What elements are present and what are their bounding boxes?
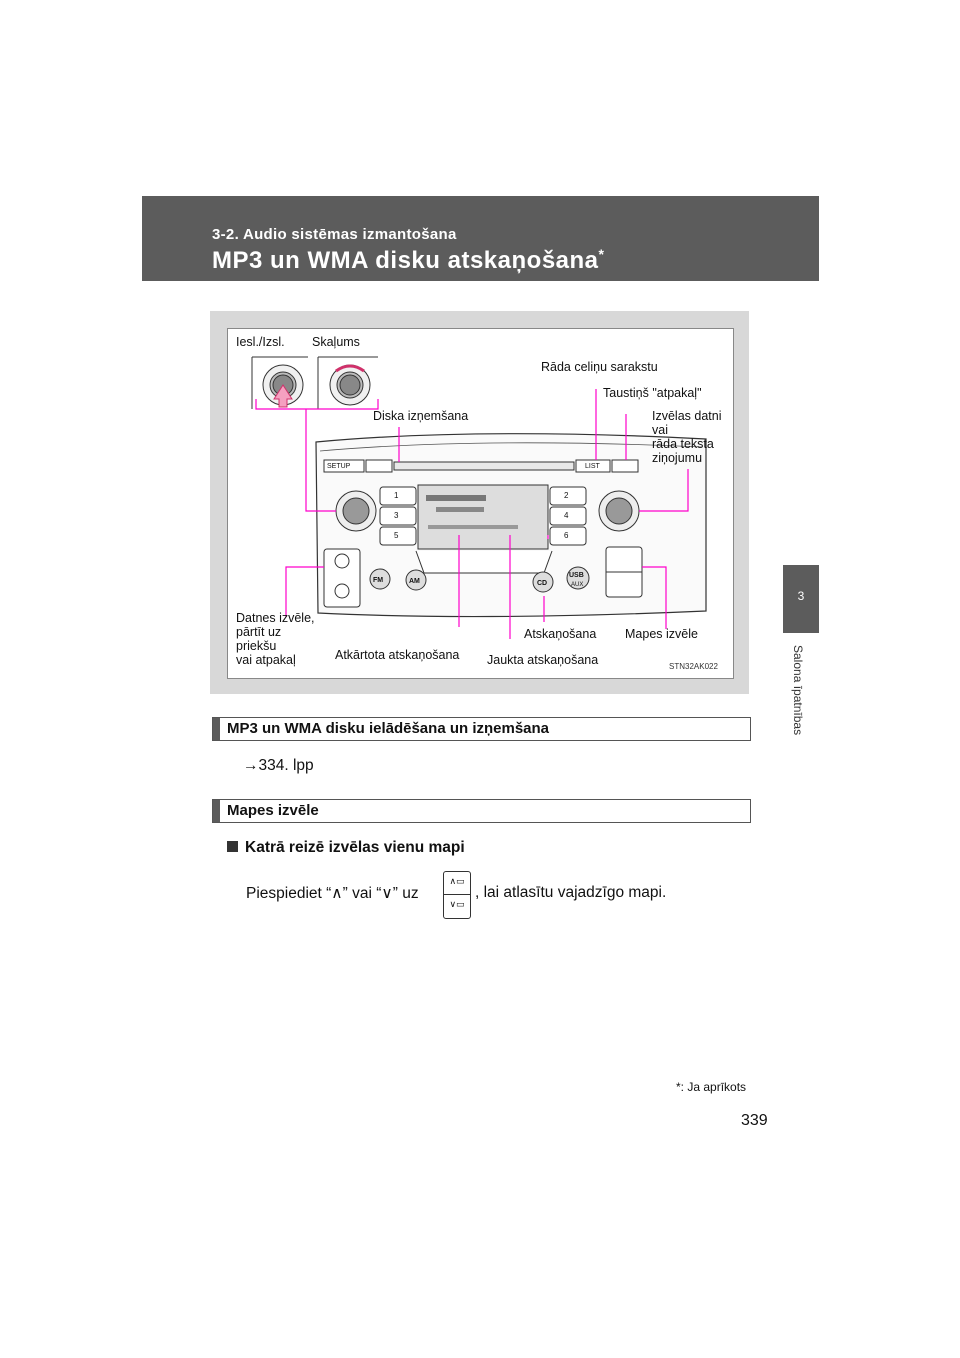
section-heading-folder-select: [212, 799, 751, 823]
label-power: Iesl./Izsl.: [236, 335, 285, 349]
folder-up-icon: ∧▭: [449, 876, 465, 886]
label-select-file-line1: Izvēlas datni: [652, 409, 722, 423]
sub-heading: [227, 839, 465, 857]
preset-4: 4: [564, 511, 569, 520]
page-title: [212, 246, 604, 275]
label-select-file-line3: rāda teksta: [652, 437, 714, 451]
usb-button-label: USB: [569, 572, 584, 579]
label-playback: Atskaņošana: [524, 627, 597, 641]
chapter-number: 3: [797, 589, 805, 603]
label-folder-select: Mapes izvēle: [625, 627, 698, 641]
label-file-select: [236, 611, 315, 667]
label-track-list: Rāda celiņu sarakstu: [541, 360, 658, 374]
am-button-label: AM: [409, 578, 420, 585]
label-select-file-line2: vai: [652, 423, 668, 437]
chapter-header: [142, 196, 819, 281]
fm-button-label: FM: [373, 577, 384, 584]
chapter-side-label: Salona īpatnības: [791, 645, 805, 736]
chapter-tab: [783, 565, 819, 633]
preset-5: 5: [394, 531, 399, 540]
label-file-select-line1: Datnes izvēle,: [236, 611, 315, 625]
sub-heading-text: Katrā reizē izvēlas vienu mapi: [245, 839, 465, 856]
figure-frame: [210, 311, 749, 694]
preset-2: 2: [564, 491, 569, 500]
instruction-after: , lai atlasītu vajadzīgo mapi.: [475, 884, 667, 901]
section-stripe: [213, 800, 220, 822]
display-screen: [418, 485, 548, 549]
section-label: 3-2. Audio sistēmas izmantošana: [212, 226, 457, 243]
label-file-select-line2: pārtīt uz: [236, 625, 282, 639]
setup-button-label: SETUP: [327, 463, 351, 470]
instruction-before: Piespiediet “∧” vai “∨” uz: [246, 885, 419, 902]
figure-code: STN32AK022: [669, 662, 718, 671]
page-reference: →334. lpp: [243, 757, 314, 774]
optional-mark: *: [598, 246, 605, 262]
label-back-button: Taustiņš "atpakaļ": [603, 386, 702, 400]
label-repeat: Atkārtota atskaņošana: [335, 648, 460, 662]
label-file-select-line3: priekšu: [236, 639, 277, 653]
preset-3: 3: [394, 511, 399, 520]
bullet-square-icon: [227, 841, 238, 852]
page-title-text: MP3 un WMA disku atskaņošana: [212, 247, 599, 274]
label-random: Jaukta atskaņošana: [487, 653, 599, 667]
section-heading-load-eject: [212, 717, 751, 741]
section-title: MP3 un WMA disku ielādēšana un izņemšana: [227, 720, 550, 737]
aux-button-label: AUX: [571, 582, 584, 588]
preset-6: 6: [564, 531, 569, 540]
list-button-label: LIST: [585, 463, 600, 470]
section-title: Mapes izvēle: [227, 802, 319, 819]
section-stripe: [213, 718, 220, 740]
label-file-select-line4: vai atpakaļ: [236, 653, 296, 667]
label-select-file-line4: ziņojumu: [652, 451, 703, 465]
folder-down-icon: ∨▭: [449, 899, 465, 909]
label-select-file: [652, 409, 721, 465]
cd-button-label: CD: [537, 580, 548, 587]
label-volume: Skaļums: [312, 335, 360, 349]
preset-1: 1: [394, 491, 399, 500]
label-disc-eject: Diska izņemšana: [373, 409, 469, 423]
folder-rocker-icon: [443, 871, 471, 919]
footnote: *: Ja aprīkots: [676, 1080, 747, 1094]
audio-panel-illustration: [227, 328, 734, 679]
page-number: 339: [741, 1112, 768, 1129]
